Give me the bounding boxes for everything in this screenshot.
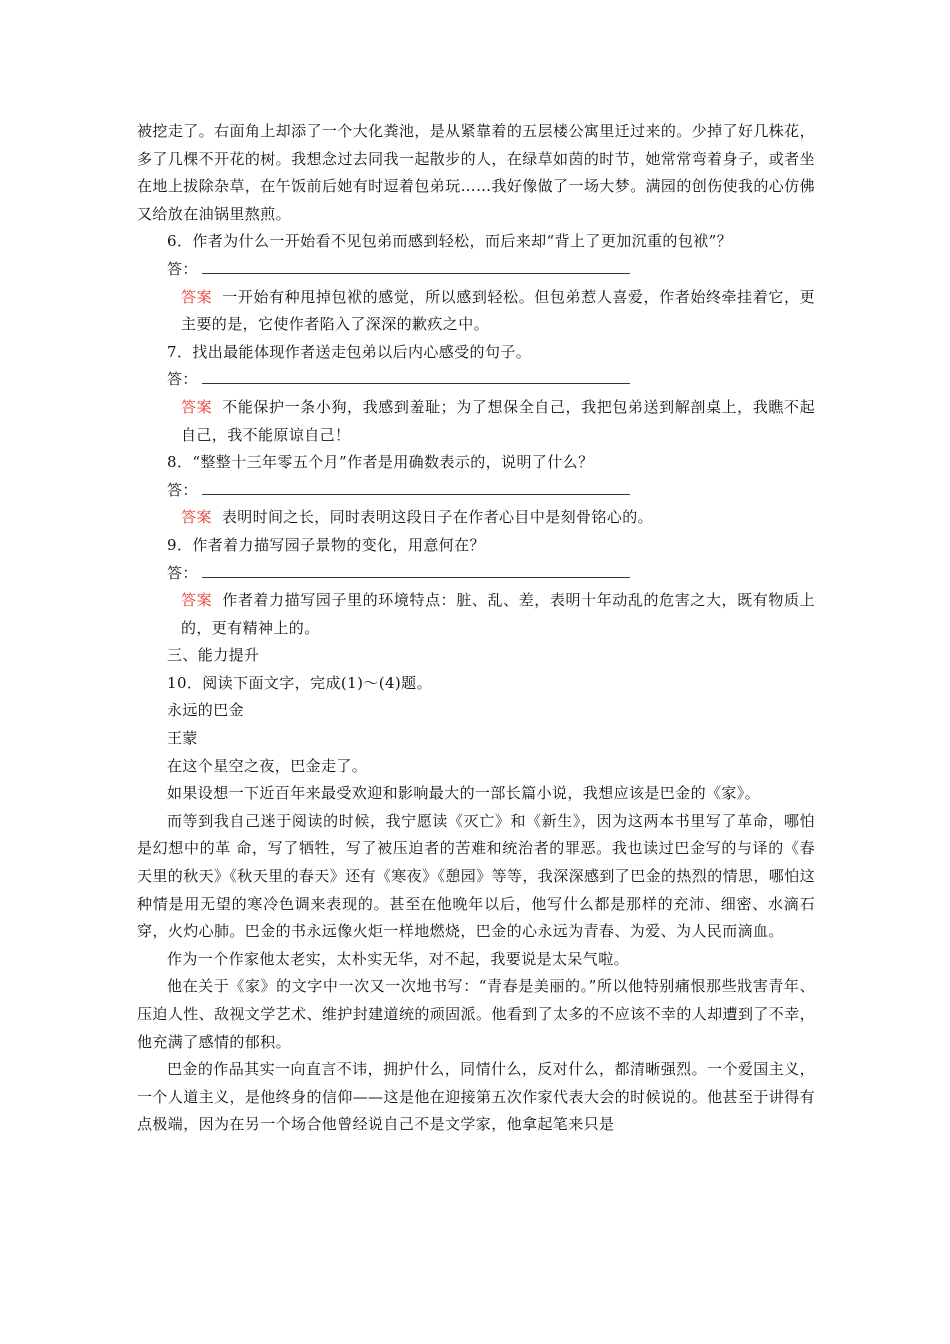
answer-label: 答案 bbox=[181, 508, 212, 527]
answer-text: 表明时间之长，同时表明这段日子在作者心目中是刻骨铭心的。 bbox=[221, 508, 654, 527]
article-paragraph: 在这个星空之夜，巴金走了。 bbox=[167, 756, 368, 775]
answer-blank-8 bbox=[137, 477, 815, 505]
answer-prefix: 答： bbox=[167, 563, 198, 582]
question-8: 8．“整整十三年零五个月”作者是用确数表示的，说明了什么？ bbox=[167, 453, 594, 472]
answer-blank-6 bbox=[137, 256, 815, 284]
answer-label: 答案 bbox=[181, 591, 213, 610]
answer-blank-7 bbox=[137, 366, 815, 394]
answer-prefix: 答： bbox=[167, 259, 198, 278]
answer-9 bbox=[137, 587, 815, 642]
article-author: 王蒙 bbox=[167, 729, 198, 748]
question-6: 6．作者为什么一开始看不见包弟而感到轻松，而后来却“背上了更加沉重的包袱”？ bbox=[167, 232, 733, 251]
document-page bbox=[137, 118, 815, 1139]
answer-blank-line bbox=[202, 563, 630, 578]
answer-blank-line bbox=[202, 480, 630, 495]
answer-6 bbox=[137, 284, 815, 339]
article-paragraph: 他在关于《家》的文字中一次又一次地书写：“青春是美丽的。”所以他特别痛恨那些戕害青年、压迫人性、敌视文学艺术、维护封建道统的顽固派。他看到了太多的不应该不幸的人却遭到了不幸，他充满了感情的郁积。 bbox=[137, 977, 815, 1051]
question-9: 9．作者着力描写园子景物的变化，用意何在？ bbox=[167, 535, 485, 554]
article-paragraph: 作为一个作家他太老实，太朴实无华，对不起，我要说是太呆气啦。 bbox=[167, 949, 630, 968]
section-heading: 三、能力提升 bbox=[167, 646, 260, 665]
article-paragraph: 而等到我自己迷于阅读的时候，我宁愿读《灭亡》和《新生》，因为这两本书里写了革命，哪怕是幻想中的革 命，写了牺牲，写了被压迫者的苦难和统治者的罪恶。我也读过巴金写的与译的《春天里的秋天》《秋天里的春天》还有《寒夜》《憩园》等等，我深深感到了巴金的热烈的情思，哪怕这种情是用无望的寒冷色调来表现的。甚至在他晚年以后，他写什么都是那样的充沛、细密、水滴石穿，火灼心肺。巴金的书永远像火炬一样地燃烧，巴金的心永远为青春、为爱、为人民而滴血。 bbox=[137, 811, 816, 941]
answer-label: 答案 bbox=[181, 397, 213, 416]
answer-label: 答案 bbox=[181, 287, 213, 306]
answer-prefix: 答： bbox=[167, 370, 198, 389]
question-7: 7．找出最能体现作者送走包弟以后内心感受的句子。 bbox=[167, 342, 532, 361]
answer-blank-9 bbox=[137, 560, 815, 588]
answer-blank-line bbox=[202, 369, 630, 384]
answer-prefix: 答： bbox=[167, 480, 198, 499]
answer-text: 作者着力描写园子里的环境特点：脏、乱、差，表明十年动乱的危害之大，既有物质上的，更有精神上的。 bbox=[181, 591, 815, 637]
answer-7 bbox=[137, 394, 815, 449]
answer-text: 一开始有种甩掉包袱的感觉，所以感到轻松。但包弟惹人喜爱，作者始终牵挂着它，更主要的是，它使作者陷入了深深的歉疚之中。 bbox=[181, 287, 815, 334]
question-10-prompt: 10．阅读下面文字，完成(1)～(4)题。 bbox=[167, 673, 432, 692]
article-paragraph: 如果设想一下近百年来最受欢迎和影响最大的一部长篇小说，我想应该是巴金的《家》。 bbox=[167, 784, 761, 803]
answer-8 bbox=[137, 504, 815, 532]
answer-text: 不能保护一条小狗，我感到羞耻；为了想保全自己，我把包弟送到解剖桌上，我瞧不起自己，我不能原谅自己！ bbox=[181, 397, 815, 444]
continuation-paragraph: 被挖走了。右面角上却添了一个大化粪池，是从紧靠着的五层楼公寓里迁过来的。少掉了好几株花，多了几棵不开花的树。我想念过去同我一起散步的人，在绿草如茵的时节，她常常弯着身子，或者坐在地上拔除杂草，在午饭前后她有时逗着包弟玩……我好像做了一场大梦。满园的创伤使我的心仿佛又给放在油锅里熬煎。 bbox=[137, 122, 815, 223]
article-title: 永远的巴金 bbox=[167, 701, 245, 720]
article-paragraph: 巴金的作品其实一向直言不讳，拥护什么，同情什么，反对什么，都清晰强烈。一个爱国主义，一个人道主义，是他终身的信仰——这是他在迎接第五次作家代表大会的时候说的。他甚至于讲得有点极端，因为在另一个场合他曾经说自己不是文学家，他拿起笔来只是 bbox=[137, 1060, 815, 1134]
answer-blank-line bbox=[202, 259, 630, 274]
